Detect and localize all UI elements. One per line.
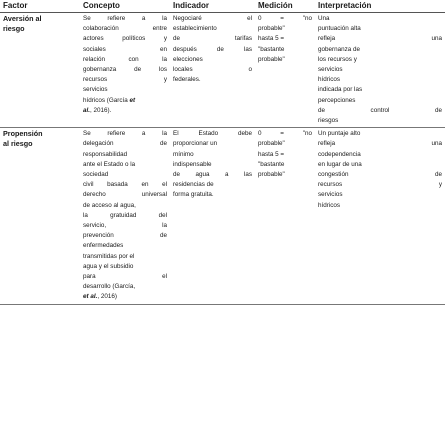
cell-line: desarrollo (García, <box>83 283 136 291</box>
cell-line: 0 = "no <box>258 130 312 138</box>
table-row <box>0 128 445 304</box>
cell-line: riesgos <box>318 117 339 125</box>
interpretacion-cell <box>315 128 445 304</box>
cell-line: de acceso al agua, <box>83 201 136 209</box>
cell-line: Un puntaje alto <box>318 130 361 138</box>
cell-line: actores políticos y <box>83 35 167 43</box>
cell-line: et al., 2016) <box>83 293 117 301</box>
cell-line: ante el Estado o la <box>83 160 136 168</box>
cell-line: relación con la <box>83 55 167 63</box>
cell-line: establecimiento <box>173 25 217 33</box>
indicador-cell <box>170 128 255 304</box>
cell-line: servicios <box>83 86 108 94</box>
cell-line: la gratuidad del <box>83 211 167 219</box>
header-row <box>0 0 445 13</box>
medicion-cell <box>255 13 315 128</box>
cell-line: probable" <box>258 171 285 179</box>
cell-line: refleja una <box>318 35 442 43</box>
cell-line: servicios <box>318 191 343 199</box>
cell-line: servicios <box>318 66 343 74</box>
cell-line: Se refiere a la <box>83 15 167 22</box>
cell-line: hasta 5 = <box>258 150 285 158</box>
cell-line: al., 2016). <box>83 106 112 114</box>
cell-line: en lugar de una <box>318 160 362 168</box>
cell-line: para el <box>83 273 167 281</box>
header-concepto: Concepto <box>83 1 120 10</box>
cell-line: al riesgo <box>3 139 33 149</box>
cell-line: sociales en <box>83 45 167 53</box>
cell-line: los recursos y <box>318 55 357 63</box>
cell-line: percepciones <box>318 96 356 104</box>
cell-line: El Estado debe <box>173 130 252 138</box>
cell-line: riesgo <box>3 24 25 34</box>
cell-line: Negociaré el <box>173 15 252 22</box>
cell-line: forma gratuita. <box>173 191 214 199</box>
cell-line: derecho universal <box>83 191 167 199</box>
cell-line: civil basada en el <box>83 181 167 189</box>
cell-line: delegación de <box>83 140 167 148</box>
factor-cell <box>0 13 80 128</box>
cell-line: servicio, la <box>83 222 167 230</box>
cell-line: de control de <box>318 106 442 114</box>
cell-line: refleja una <box>318 140 442 148</box>
concepto-cell <box>80 13 170 128</box>
cell-line: enfermedades <box>83 242 124 250</box>
cell-line: responsabilidad <box>83 150 128 158</box>
cell-line: gobernanza de los <box>83 66 167 74</box>
cell-line: Se refiere a la <box>83 130 167 138</box>
medicion-cell <box>255 128 315 304</box>
cell-line: recursos y <box>83 76 167 84</box>
cell-line: "bastante <box>258 45 285 53</box>
cell-line: sociedad <box>83 171 109 179</box>
indicador-cell <box>170 13 255 128</box>
cell-line: hídricos <box>318 201 341 209</box>
cell-line: codependencia <box>318 150 361 158</box>
cell-line: hasta 5 = <box>258 35 285 43</box>
cell-line: locales o <box>173 66 252 74</box>
cell-line: hídricos <box>318 76 341 84</box>
cell-line: 0 = "no <box>258 15 312 22</box>
cell-line: congestión de <box>318 171 442 179</box>
header-factor: Factor <box>3 1 28 10</box>
cell-line: Aversión al <box>3 14 42 23</box>
cell-line: indicada por las <box>318 86 363 94</box>
cell-line: mínimo <box>173 150 194 158</box>
cell-line: de tarifas <box>173 35 252 43</box>
cell-line: probable" <box>258 140 285 148</box>
cell-line: federales. <box>173 76 201 84</box>
cell-line: Propensión <box>3 129 43 139</box>
header-medicion: Medición <box>258 1 293 10</box>
cell-line: elecciones <box>173 55 203 63</box>
cell-line: puntuación alta <box>318 25 361 33</box>
cell-line: probable" <box>258 55 285 63</box>
cell-line: "bastante <box>258 160 285 168</box>
cell-line: agua y el subsidio <box>83 262 134 270</box>
cell-line: de agua a las <box>173 171 252 179</box>
cell-line: recursos y <box>318 181 442 189</box>
cell-line: hídricos (García et <box>83 96 136 104</box>
cell-line: Una <box>318 15 330 22</box>
cell-line: transmitidas por el <box>83 252 135 260</box>
header-interpretacion: Interpretación <box>318 1 372 10</box>
cell-line: después de las <box>173 45 252 53</box>
header-indicador: Indicador <box>173 1 210 10</box>
cell-line: colaboración entre <box>83 25 167 33</box>
cell-line: probable" <box>258 25 285 33</box>
cell-line: prevención de <box>83 232 167 240</box>
cell-line: residencias de <box>173 181 214 189</box>
factor-cell <box>0 128 80 304</box>
cell-line: gobernanza de <box>318 45 361 53</box>
table-row <box>0 13 445 128</box>
concepto-cell <box>80 128 170 304</box>
interpretacion-cell <box>315 13 445 128</box>
cell-line: indispensable <box>173 160 212 168</box>
cell-line: proporcionar un <box>173 140 218 148</box>
